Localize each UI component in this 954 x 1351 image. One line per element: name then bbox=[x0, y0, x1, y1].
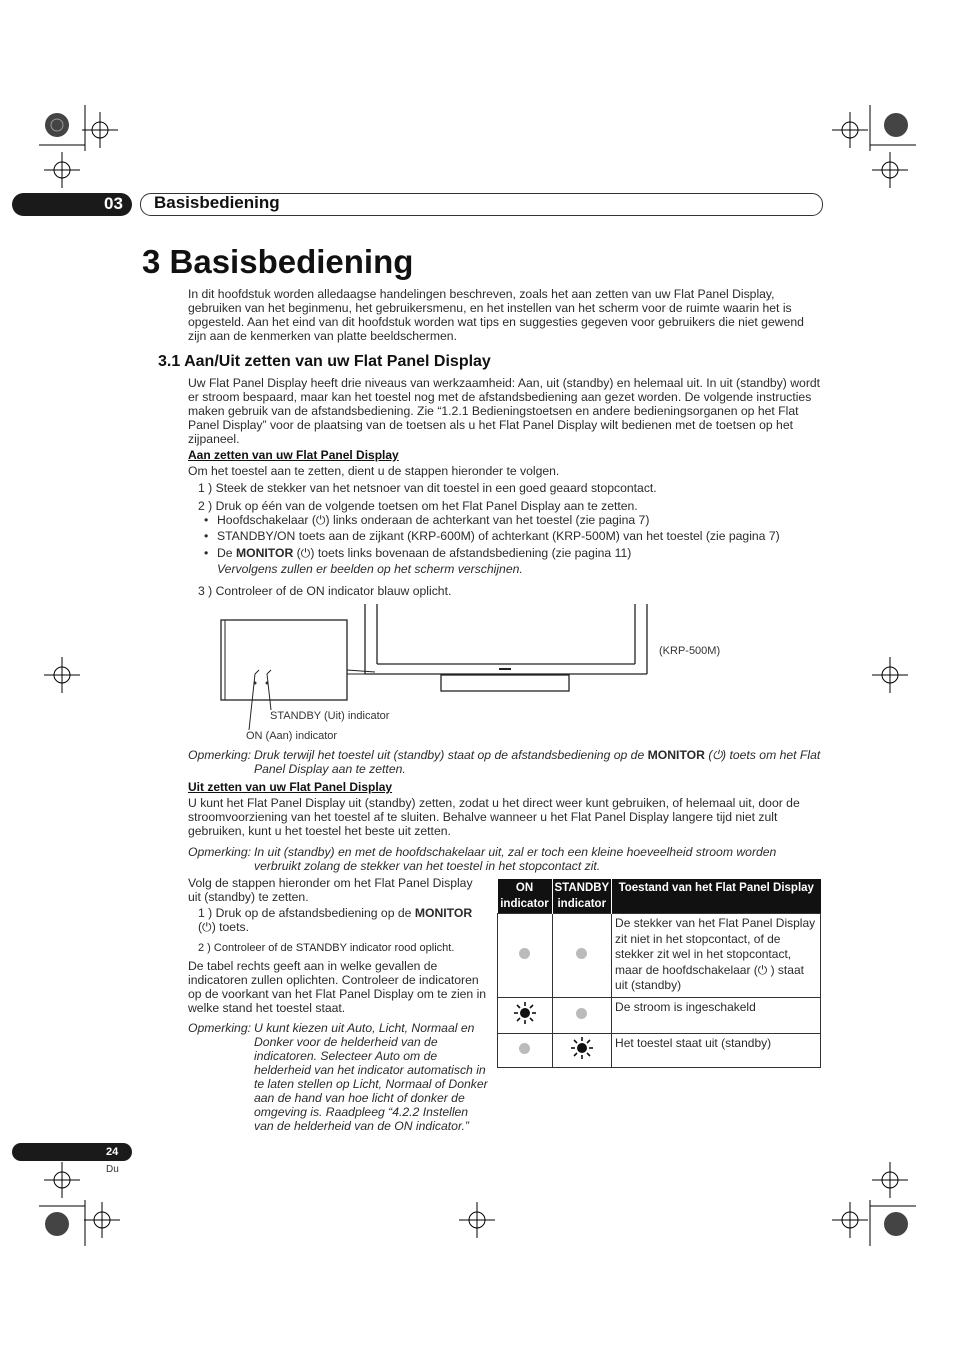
standby-indicator-label: STANDBY (Uit) indicator bbox=[270, 710, 390, 722]
state-cell: De stroom is ingeschakeld bbox=[612, 998, 821, 1034]
table-intro: De tabel rechts geeft aan in welke gevallen de indicatoren zullen oplichten. Controleer de indicatoren op de voorkant van het Flat Panel Display om te zien in welke stand het toestel staat. bbox=[188, 959, 487, 1015]
indicator-off-icon bbox=[576, 1008, 587, 1019]
state-cell: Het toestel staat uit (standby) bbox=[612, 1034, 821, 1068]
off-step-1: 1 ) Druk op de afstandsbediening op de MONITOR (⏻) toets. bbox=[198, 906, 473, 934]
on-step-2: 2 ) Druk op één van de volgende toetsen om het Flat Panel Display aan te zetten. bbox=[198, 499, 638, 513]
off-step-2: 2 ) Controleer of de STANDBY indicator rood oplicht. bbox=[198, 942, 455, 954]
standby-indicator-cell bbox=[552, 998, 612, 1034]
on-subheading: Aan zetten van uw Flat Panel Display bbox=[188, 448, 399, 462]
state-cell: De stekker van het Flat Panel Display zit niet in het stopcontact, of de stekker zit wel in het stopcontact, maar de hoofdschakelaar (⏻ ) staat uit (standby) bbox=[612, 914, 821, 998]
on-bullet-3: De MONITOR (⏻) toets links bovenaan de afstandsbediening (zie pagina 11) bbox=[217, 546, 632, 560]
on-note: Druk terwijl het toestel uit (standby) staat op de afstandsbediening op de MONITOR (⏻) toets om het Flat Panel Display aan te zetten. bbox=[254, 748, 821, 776]
bullet-icon: • bbox=[204, 546, 209, 560]
on-bullet-3-note: Vervolgens zullen er beelden op het scherm verschijnen. bbox=[217, 562, 523, 576]
table-header-standby: STANDBY indicator bbox=[552, 879, 612, 914]
table-header-state: Toestand van het Flat Panel Display bbox=[612, 879, 821, 914]
on-bullet-1: Hoofdschakelaar (⏻) links onderaan de achterkant van het toestel (zie pagina 7) bbox=[217, 513, 650, 527]
note-label: Opmerking: bbox=[188, 845, 251, 859]
chapter-number: 03 bbox=[104, 194, 123, 213]
registration-mark bbox=[37, 1198, 87, 1248]
crosshair-mark bbox=[870, 150, 920, 200]
indicator-lit-icon bbox=[514, 1002, 536, 1024]
crosshair-mark bbox=[42, 655, 92, 705]
indicator-off-icon bbox=[519, 1043, 530, 1054]
bullet-icon: • bbox=[204, 513, 209, 527]
crosshair-mark bbox=[82, 1200, 132, 1250]
table-header-on: ON indicator bbox=[498, 879, 553, 914]
brightness-note: U kunt kiezen uit Auto, Licht, Normaal en Donker voor de helderheid van de indicatoren. Selecteer Auto om de helderheid van het indicator automatisch in te laten stellen op Licht, Normaal of Donker aan de hand van hoe licht of donker de omgeving is. Raadpleeg “4.2.2 Instellen van de helderheid van de ON indicator.” bbox=[254, 1021, 488, 1133]
on-indicator-cell bbox=[498, 914, 553, 998]
bullet-icon: • bbox=[204, 529, 209, 543]
note-label: Opmerking: bbox=[188, 748, 251, 762]
chapter-title: Basisbediening bbox=[154, 193, 280, 212]
indicator-off-icon bbox=[576, 948, 587, 959]
registration-mark bbox=[868, 103, 918, 153]
on-step-1: 1 ) Steek de stekker van het netsnoer van dit toestel in een goed geaard stopcontact. bbox=[198, 481, 657, 495]
off-subheading: Uit zetten van uw Flat Panel Display bbox=[188, 780, 393, 794]
on-lead: Om het toestel aan te zetten, dient u de stappen hieronder te volgen. bbox=[188, 464, 560, 478]
language-code: Du bbox=[106, 1164, 119, 1175]
indicator-off-icon bbox=[519, 948, 530, 959]
indicator-table bbox=[497, 879, 821, 1068]
on-indicator-cell bbox=[498, 1034, 553, 1068]
page-number: 24 bbox=[106, 1146, 119, 1158]
on-indicator-cell bbox=[498, 998, 553, 1034]
off-lead: Volg de stappen hieronder om het Flat Panel Display uit (standby) te zetten. bbox=[188, 876, 473, 904]
panel-diagram bbox=[215, 604, 655, 744]
section-paragraph: Uw Flat Panel Display heeft drie niveaus van werkzaamheid: Aan, uit (standby) en helemaal uit. In uit (standby) wordt er stroom bespaard, maar kan het toestel nog met de afstandsbediening aan gezet worden. De volgende instructies maken gebruik van de afstandsbediening. Zie “1.2.1 Bedieningstoetsen en andere bedieningsorganen op het Flat Panel Display” voor de plaatsing van de toetsen als u het Flat Panel Display wilt bedienen met de toetsen op het zijpaneel. bbox=[188, 376, 821, 446]
intro-paragraph: In dit hoofdstuk worden alledaagse handelingen beschreven, zoals het aan zetten van uw Flat Panel Display, gebruiken van het beginmenu, het gebruikersmenu, en het instellen van het scherm voor de ruimte waarin het is opgesteld. Aan het eind van dit hoofdstuk worden wat tips en suggesties gegeven voor gebruikers die niet gewend zijn aan de kenmerken van platte beeldschermen. bbox=[188, 287, 804, 343]
table-row bbox=[498, 1034, 821, 1068]
registration-mark bbox=[868, 1198, 918, 1248]
page-title: 3 Basisbediening bbox=[142, 243, 414, 280]
crosshair-mark bbox=[457, 1200, 507, 1250]
table-row bbox=[498, 998, 821, 1034]
indicator-lit-icon bbox=[571, 1037, 593, 1059]
on-bullet-2: STANDBY/ON toets aan de zijkant (KRP-600M) of achterkant (KRP-500M) van het toestel (zie pagina 7) bbox=[217, 529, 780, 543]
section-heading: 3.1 Aan/Uit zetten van uw Flat Panel Display bbox=[158, 353, 491, 370]
off-note: In uit (standby) en met de hoofdschakelaar uit, zal er toch een kleine hoeveelheid stroom worden verbruikt zolang de stekker van het toestel in het stopcontact zit. bbox=[254, 845, 777, 873]
model-label: (KRP-500M) bbox=[659, 645, 721, 657]
on-step-3: 3 ) Controleer of de ON indicator blauw oplicht. bbox=[198, 584, 452, 598]
off-paragraph: U kunt het Flat Panel Display uit (standby) zetten, zodat u het direct weer kunt gebruiken, of helemaal uit, door de stroomvoorziening van het toestel af te sluiten. Behalve wanneer u het Flat Panel Display langere tijd niet zult gebruiken, kunt u het toestel het beste uit zetten. bbox=[188, 796, 800, 838]
table-row bbox=[498, 914, 821, 998]
standby-indicator-cell bbox=[552, 914, 612, 998]
note-label: Opmerking: bbox=[188, 1021, 251, 1035]
on-indicator-label: ON (Aan) indicator bbox=[246, 730, 338, 742]
crosshair-mark bbox=[870, 655, 920, 705]
standby-indicator-cell bbox=[552, 1034, 612, 1068]
